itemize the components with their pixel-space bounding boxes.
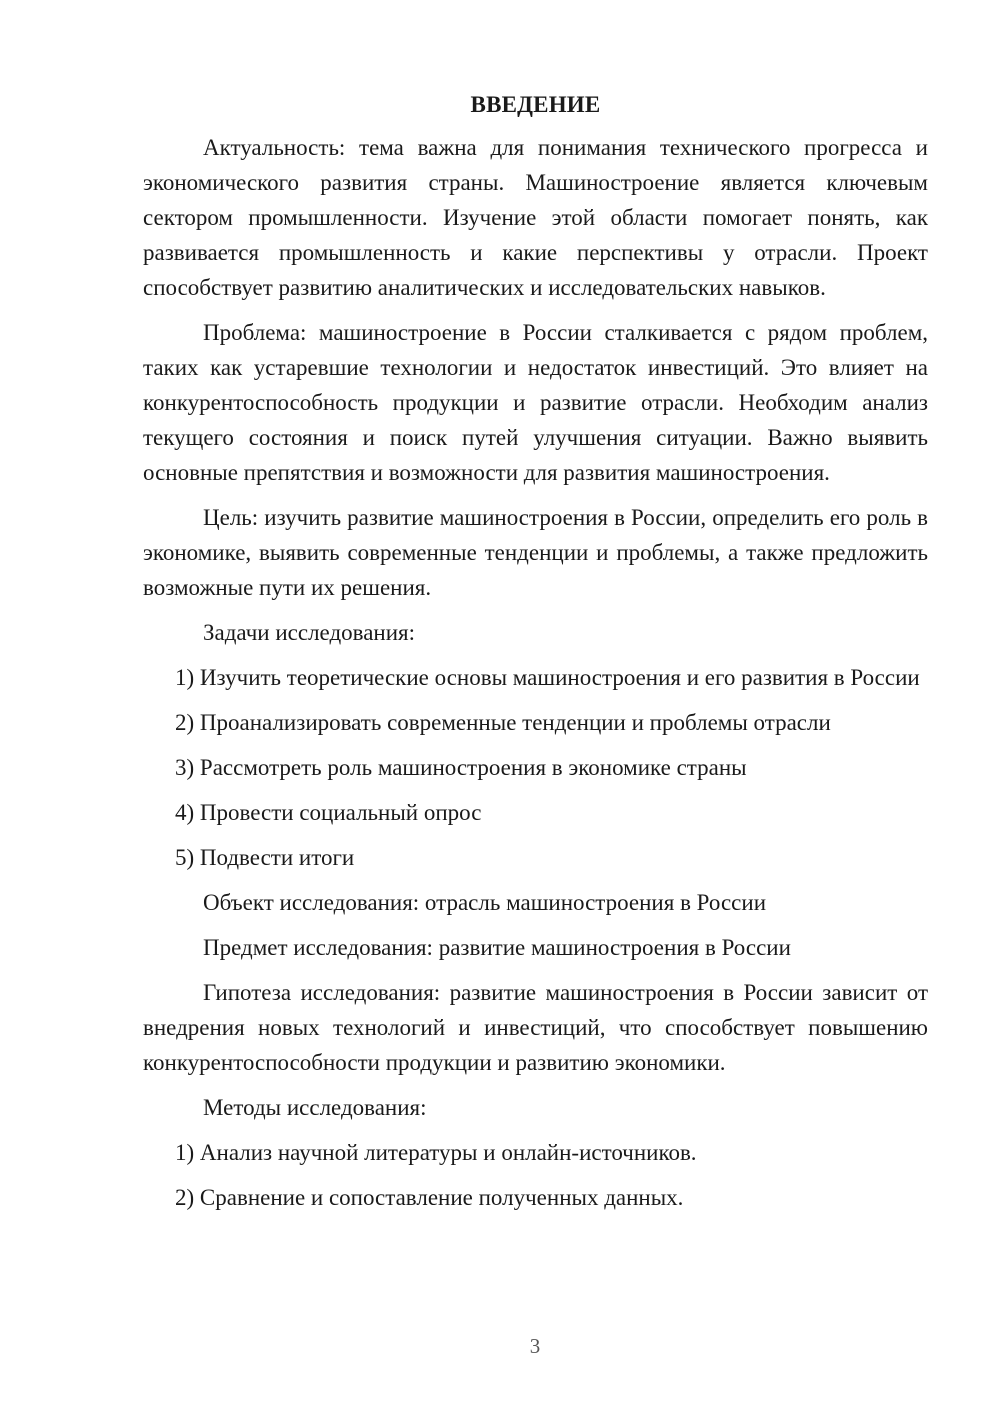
tasks-heading: Задачи исследования: [203,620,416,645]
task-item: 1) Изучить теоретические основы машиностроения и его развития в России [175,665,920,690]
section-title: ВВЕДЕНИЕ [470,92,601,117]
object-line: Объект исследования: отрасль машиностроения в России [203,890,767,915]
relevance-paragraph: Актуальность: тема важна для понимания технического прогресса и экономического развития страны. Машиностроение является ключевым сектором промышленности. Изучение этой области помогает понять, как развивается промышленность и какие перспективы у отрасли. Проект способствует развитию аналитических и исследовательских навыков. [143,135,928,300]
problem-paragraph: Проблема: машиностроение в России сталкивается с рядом проблем, таких как устаревшие технологии и недостаток инвестиций. Это влияет на конкурентоспособность продукции и развитие отрасли. Необходим анализ текущего состояния и поиск путей улучшения ситуации. Важно выявить основные препятствия и возможности для развития машиностроения. [143,320,928,485]
hypothesis-paragraph: Гипотеза исследования: развитие машиностроения в России зависит от внедрения новых технологий и инвестиций, что способствует повышению конкурентоспособности продукции и развитию экономики. [143,980,928,1075]
subject-line: Предмет исследования: развитие машиностроения в России [203,935,791,960]
goal-paragraph: Цель: изучить развитие машиностроения в России, определить его роль в экономике, выявить современные тенденции и проблемы, а также предложить возможные пути их решения. [143,505,928,600]
task-item: 3) Рассмотреть роль машиностроения в экономике страны [175,755,747,780]
method-item: 1) Анализ научной литературы и онлайн-источников. [175,1140,697,1165]
method-item: 2) Сравнение и сопоставление полученных данных. [175,1185,684,1210]
task-item: 4) Провести социальный опрос [175,800,482,825]
task-item: 2) Проанализировать современные тенденции и проблемы отрасли [175,710,831,735]
task-item: 5) Подвести итоги [175,845,355,870]
document-page [143,90,928,1225]
page-number: 3 [529,1334,541,1358]
methods-heading: Методы исследования: [203,1095,427,1120]
